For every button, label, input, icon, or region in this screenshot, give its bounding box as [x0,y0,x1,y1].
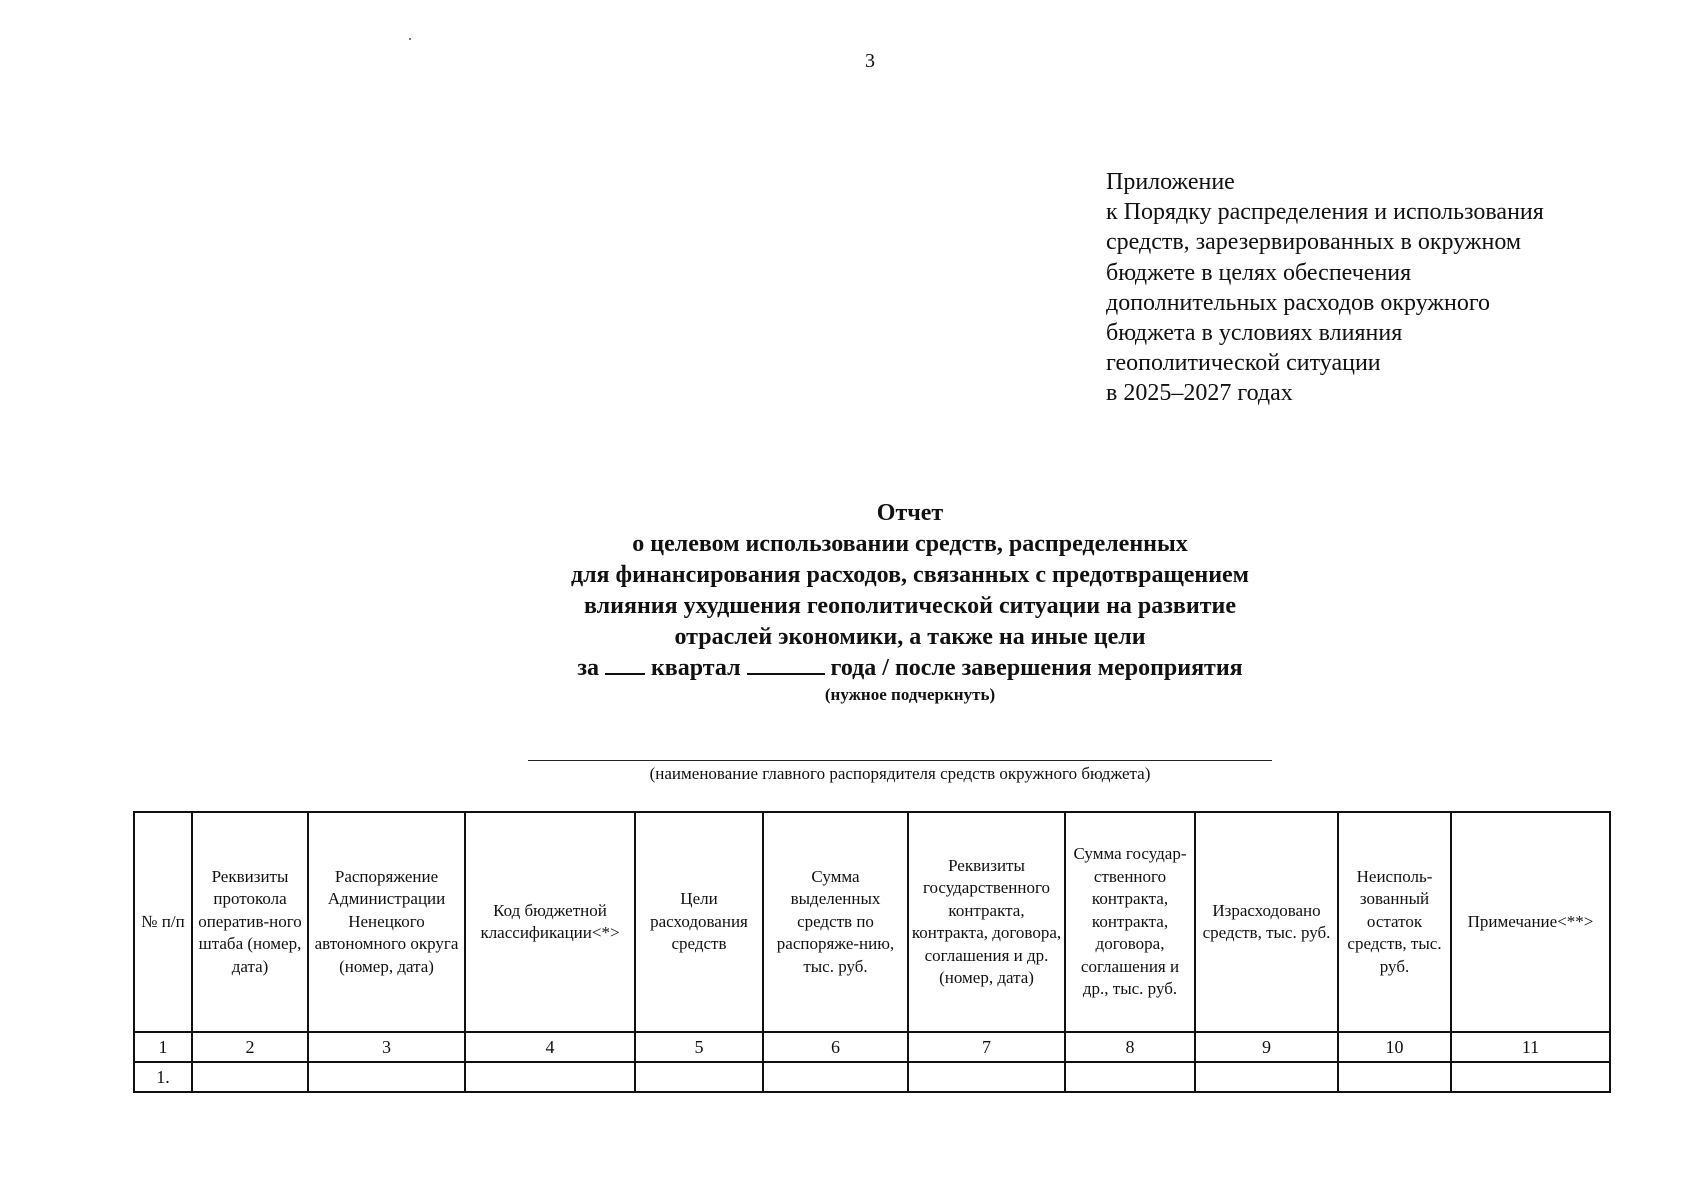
report-title-line: отраслей экономики, а также на иные цели [674,624,1146,650]
appendix-line: Приложение [1106,169,1235,195]
header-cell: Реквизиты протокола оператив-ного штаба (номер, дата) [192,812,308,1032]
report-table [133,811,1611,1093]
column-number: 7 [908,1032,1065,1062]
appendix-note [1106,167,1666,409]
column-number: 6 [763,1032,908,1062]
header-cell: Реквизиты государственного контракта, контракта, договора, соглашения и др. (номер, дата) [908,812,1065,1032]
report-title-line: о целевом использовании средств, распределенных [632,531,1188,557]
header-cell: Израсходовано средств, тыс. руб. [1195,812,1338,1032]
table-cell [908,1062,1065,1092]
table-cell [192,1062,308,1092]
column-number: 3 [308,1032,465,1062]
underline-hint: (нужное подчеркнуть) [824,685,996,704]
header-cell: Код бюджетной классификации<*> [465,812,635,1032]
header-cell: № п/п [134,812,192,1032]
column-number: 11 [1451,1032,1610,1062]
appendix-line: бюджета в условиях влияния [1106,320,1403,347]
report-heading: Отчет [876,500,944,526]
column-number: 9 [1195,1032,1338,1062]
table-cell [1195,1062,1338,1092]
period-prefix: за [577,655,599,681]
header-cell: Сумма государ-ственного контракта, контракта, договора, соглашения и др., тыс. руб. [1065,812,1195,1032]
period-quarter: квартал [650,655,741,681]
org-name-line [528,760,1272,761]
appendix-line: в 2025–2027 годах [1106,380,1293,407]
appendix-line: средств, зарезервированных в окружном [1106,229,1522,256]
year-blank [747,655,825,675]
table-cell [465,1062,635,1092]
table-cell [635,1062,763,1092]
header-cell: Сумма выделенных средств по распоряже-нию, тыс. руб. [763,812,908,1032]
table-row [134,1062,1610,1092]
table-cell [308,1062,465,1092]
appendix-line: геополитической ситуации [1106,350,1381,377]
column-number: 10 [1338,1032,1451,1062]
appendix-line: бюджете в целях обеспечения [1106,259,1412,286]
row-number: 1. [134,1062,192,1092]
table-cell [1451,1062,1610,1092]
header-cell: Неисполь-зованный остаток средств, тыс. руб. [1338,812,1451,1032]
page-number: 3 [865,50,875,72]
report-title-line: для финансирования расходов, связанных с предотвращением [570,562,1250,588]
quarter-blank [605,655,645,675]
report-period-line [420,653,1400,684]
column-number: 2 [192,1032,308,1062]
column-number: 5 [635,1032,763,1062]
column-number: 1 [134,1032,192,1062]
header-cell: Примечание<**> [1451,812,1610,1032]
scan-speck [409,38,411,40]
column-number-row [134,1032,1610,1062]
column-number: 4 [465,1032,635,1062]
report-title [420,498,1400,706]
period-suffix: года / после завершения мероприятия [830,655,1243,681]
table-cell [1065,1062,1195,1092]
appendix-line: дополнительных расходов окружного [1106,289,1491,316]
column-number: 8 [1065,1032,1195,1062]
appendix-line: к Порядку распределения и использования [1106,199,1544,226]
table-cell [763,1062,908,1092]
org-name-caption: (наименование главного распорядителя средств окружного бюджета) [649,764,1151,783]
table-header-row [134,812,1610,1032]
header-cell: Распоряжение Администрации Ненецкого автономного округа (номер, дата) [308,812,465,1032]
header-cell: Цели расходования средств [635,812,763,1032]
table-cell [1338,1062,1451,1092]
report-title-line: влияния ухудшения геополитической ситуации на развитие [584,593,1236,619]
